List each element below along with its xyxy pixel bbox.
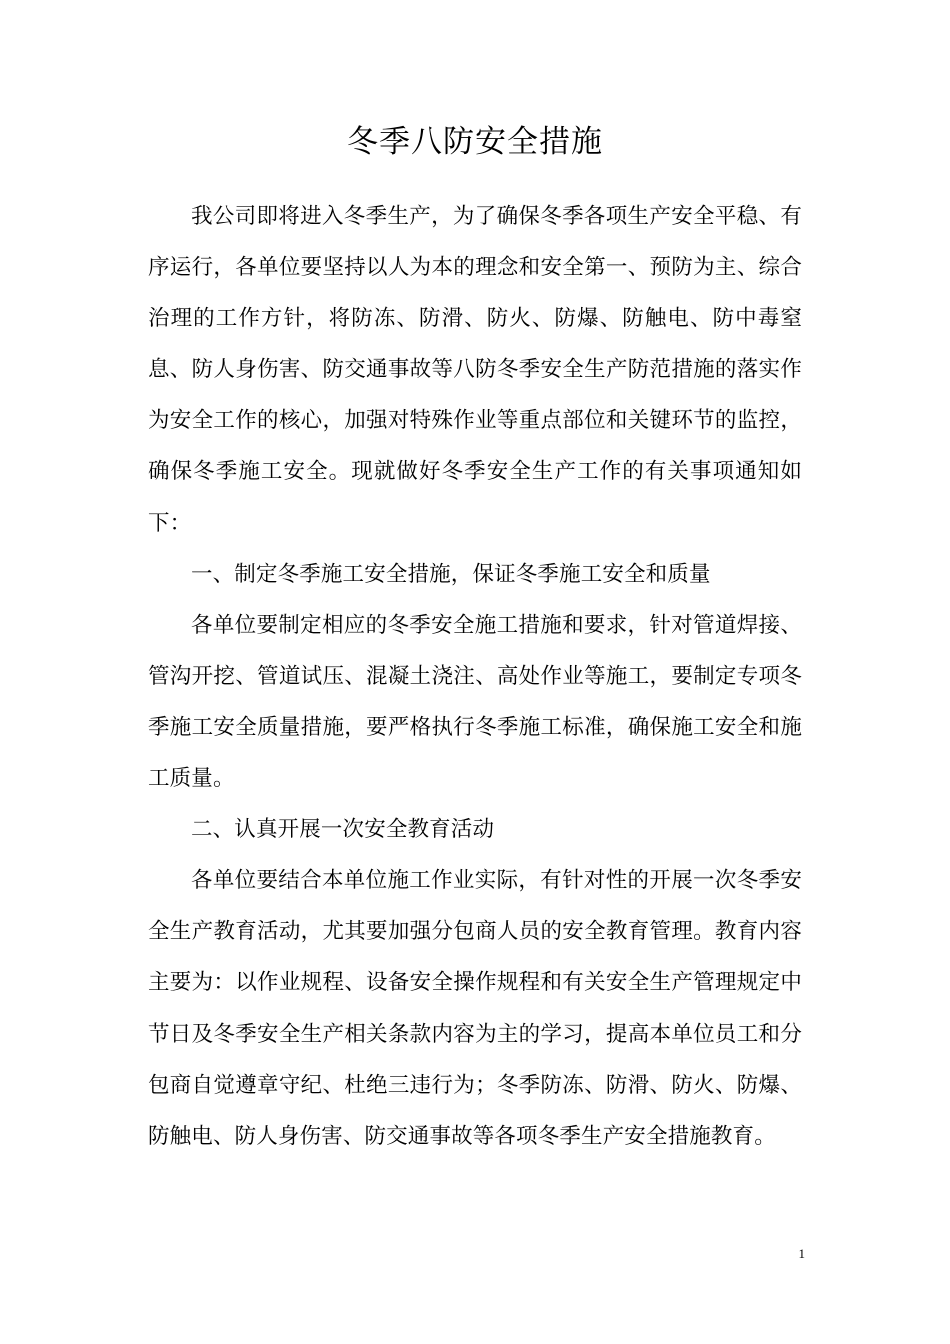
intro-paragraph: 我公司即将进入冬季生产，为了确保冬季各项生产安全平稳、有序运行，各单位要坚持以人为本的理念和安全第一、预防为主、综合治理的工作方针，将防冻、防滑、防火、防爆、防触电、防中毒窒息、防人身伤害、防交通事故等八防冬季安全生产防范措施的落实作为安全工作的核心，加强对特殊作业等重点部位和关键环节的监控，确保冬季施工安全。现就做好冬季安全生产工作的有关事项通知如下： — [148, 204, 802, 536]
document-title: 冬季八防安全措施 — [347, 124, 603, 160]
section-heading-2: 二、认真开展一次安全教育活动 — [191, 817, 495, 843]
section-heading-1: 一、制定冬季施工安全措施，保证冬季施工安全和质量 — [191, 561, 711, 587]
document-body — [148, 191, 802, 1162]
section-1-paragraph: 各单位要制定相应的冬季安全施工措施和要求，针对管道焊接、管沟开挖、管道试压、混凝土浇注、高处作业等施工，要制定专项冬季施工安全质量措施，要严格执行冬季施工标准，确保施工安全和施工质量。 — [148, 612, 802, 792]
page-number: 1 — [798, 1246, 805, 1261]
section-2-paragraph: 各单位要结合本单位施工作业实际，有针对性的开展一次冬季安全生产教育活动，尤其要加强分包商人员的安全教育管理。教育内容主要为：以作业规程、设备安全操作规程和有关安全生产管理规定中节日及冬季安全生产相关条款内容为主的学习，提高本单位员工和分包商自觉遵章守纪、杜绝三违行为；冬季防冻、防滑、防火、防爆、防触电、防人身伤害、防交通事故等各项冬季生产安全措施教育。 — [148, 868, 802, 1149]
